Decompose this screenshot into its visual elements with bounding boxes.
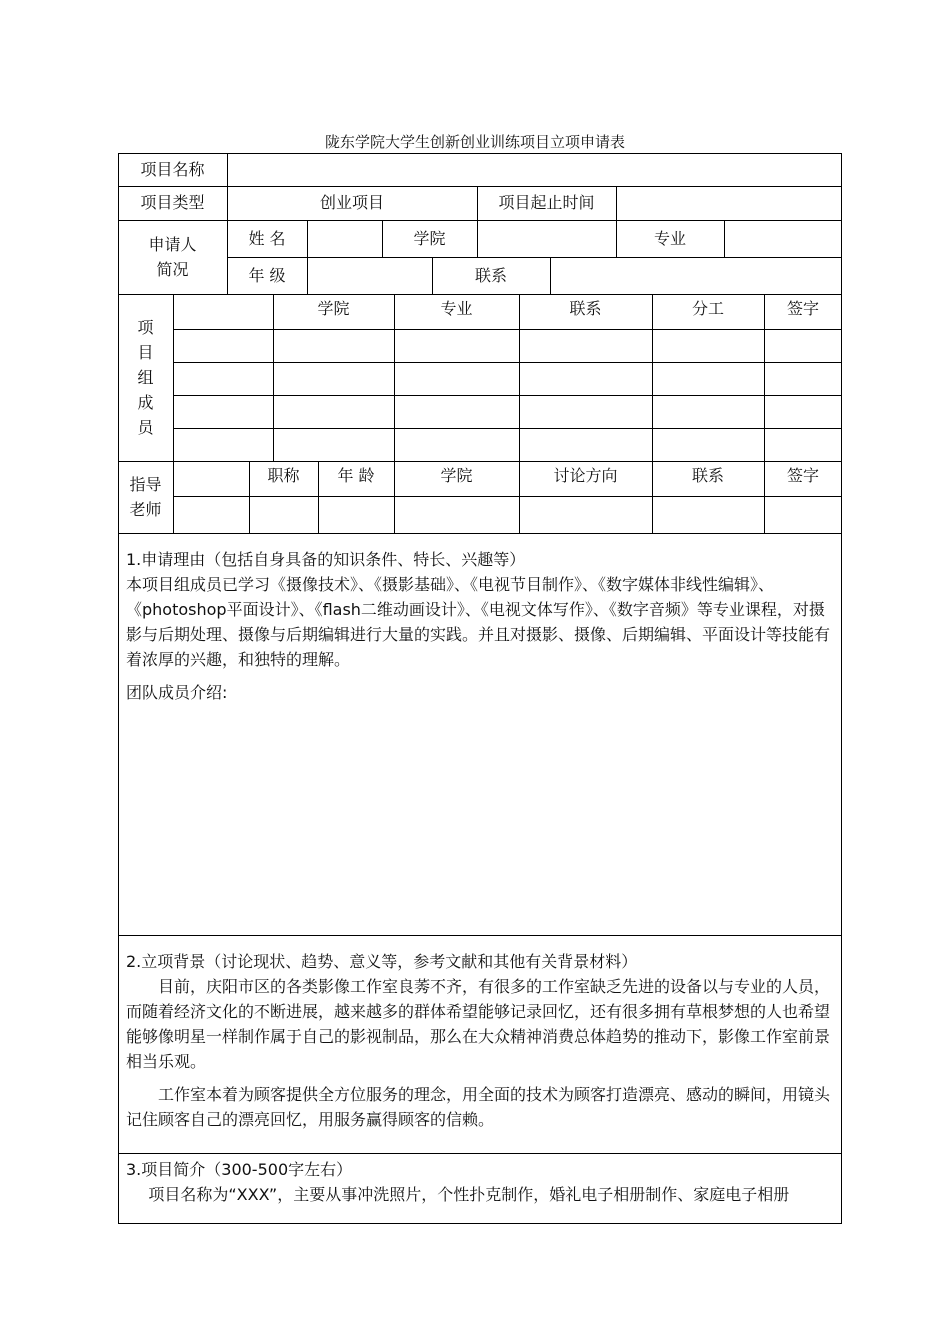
- members-label: [118, 294, 173, 461]
- members-header-college: 学院: [317, 299, 350, 318]
- advisor-header-signature: 签字: [786, 466, 819, 485]
- row-divider: [118, 1153, 842, 1154]
- applicant-college-label: 学院: [413, 228, 446, 248]
- advisor-header-direction: 讨论方向: [553, 466, 618, 485]
- project-period-label: 项目起止时间: [498, 193, 595, 213]
- members-header-role: 分工: [691, 299, 724, 318]
- applicant-label-line1: 申请人: [148, 235, 197, 254]
- section2-paragraph: 工作室本着为顾客提供全方位服务的理念，用全面的技术为顾客打造漂亮、感动的瞬间，用镜头记住顾客自己的漂亮回忆，用服务赢得顾客的信赖。: [126, 1085, 831, 1129]
- section2-paragraph: 目前，庆阳市区的各类影像工作室良莠不齐，有很多的工作室缺乏先进的设备以与专业的人员，而随着经济文化的不断进展，越来越多的群体希望能够记录回忆，还有很多拥有草根梦想的人也希望能够像明星一样制作属于自己的影视制品，那么在大众精神消费总体趋势的推动下，影像工作室前景相当乐观。: [126, 977, 831, 1071]
- advisor-label-line1: 指导: [129, 475, 162, 494]
- members-header-contact: 联系: [569, 299, 602, 318]
- members-label-char: 成: [137, 393, 154, 412]
- team-intro-label: 团队成员介绍:: [126, 683, 228, 702]
- applicant-name-label: 姓 名: [248, 228, 286, 248]
- members-header-signature: 签字: [786, 299, 819, 318]
- project-summary-section: [126, 1157, 834, 1207]
- members-label-char: 项: [137, 318, 154, 337]
- applicant-contact-label: 联系: [474, 265, 507, 285]
- row-divider: [118, 935, 842, 936]
- row-divider: [118, 533, 842, 534]
- col-divider: [173, 294, 174, 533]
- project-type-value: 创业项目: [319, 193, 384, 213]
- members-header-major: 专业: [440, 299, 473, 318]
- applicant-major-label: 专业: [653, 228, 686, 248]
- applicant-contact-field[interactable]: [551, 258, 841, 294]
- section3-heading: 3.项目简介（300-500字左右）: [126, 1160, 353, 1179]
- applicant-grade-field[interactable]: [308, 258, 432, 294]
- section1-heading: 1.申请理由（包括自身具备的知识条件、特长、兴趣等）: [126, 550, 526, 569]
- project-name-field[interactable]: [228, 154, 841, 186]
- project-period-field[interactable]: [617, 187, 841, 220]
- applicant-college-field[interactable]: [478, 221, 616, 257]
- application-reason-section: [126, 547, 834, 705]
- members-label-char: 员: [137, 418, 154, 437]
- applicant-label: [118, 220, 227, 294]
- section1-body: 本项目组成员已学习《摄像技术》、《摄影基础》、《电视节目制作》、《数字媒体非线性编辑》、《photoshop平面设计》、《flash二维动画设计》、《电视文体写作》、《数字音频》等专业课程，对摄影与后期处理、摄像与后期编辑进行大量的实践。并且对摄影、摄像、后期编辑、平面设计等技能有着浓厚的兴趣，和独特的理解。: [126, 575, 831, 669]
- background-section: [126, 949, 834, 1132]
- section3-body: 项目名称为“XXX”，主要从事冲洗照片，个性扑克制作，婚礼电子相册制作、家庭电子相册: [148, 1185, 790, 1204]
- applicant-major-field[interactable]: [725, 221, 841, 257]
- applicant-label-line2: 简况: [156, 260, 189, 279]
- project-name-label: 项目名称: [140, 159, 205, 179]
- members-label-char: 组: [137, 368, 154, 387]
- advisor-label-line2: 老师: [129, 500, 162, 519]
- document-title: 陇东学院大学生创新创业训练项目立项申请表: [324, 133, 625, 151]
- advisor-header-title: 职称: [267, 466, 300, 485]
- members-label-char: 目: [137, 343, 154, 362]
- applicant-grade-label: 年 级: [248, 265, 286, 285]
- project-type-label: 项目类型: [140, 193, 205, 213]
- advisor-header-college: 学院: [440, 466, 473, 485]
- advisor-header-contact: 联系: [691, 466, 724, 485]
- advisor-label: [118, 461, 173, 533]
- applicant-name-field[interactable]: [308, 221, 382, 257]
- section2-heading: 2.立项背景（讨论现状、趋势、意义等，参考文献和其他有关背景材料）: [126, 952, 638, 971]
- advisor-header-age: 年 龄: [337, 466, 375, 485]
